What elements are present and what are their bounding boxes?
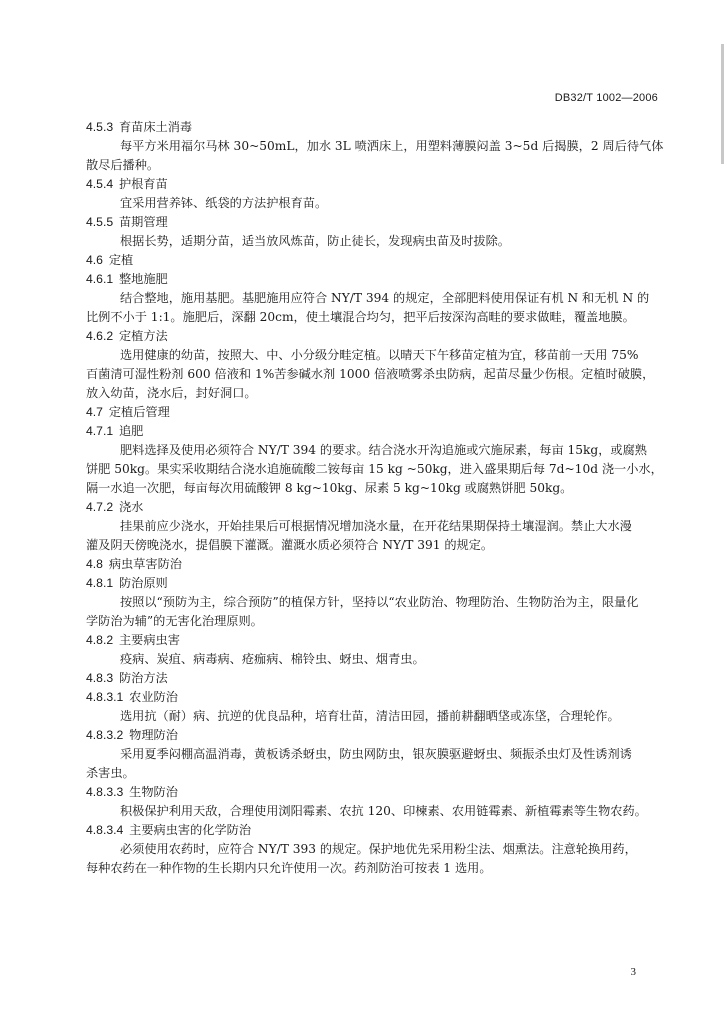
section-title: 定植后管理 [108,405,170,419]
section-heading [86,783,666,802]
paragraph-line: 隔一水追一次肥，每亩每次用硫酸钾 8 kg~10kg、尿素 5 kg~10kg 或腐熟饼肥 50kg。 [86,481,573,495]
paragraph-line: 根据长势，适期分苗，适当放风炼苗，防止徒长，发现病虫苗及时拔除。 [120,234,510,248]
paragraph-line: 疫病、炭疽、病毒病、疮痂病、棉铃虫、蚜虫、烟青虫。 [120,652,425,666]
paragraph-line: 每平方米用福尔马林 30~50mL，加水 3L 喷洒床上，用塑料薄膜闷盖 3~5d 后揭膜，2 周后待气体 [120,139,664,153]
document-body [86,118,666,878]
paragraph-line: 按照以“预防为主，综合预防”的植保方针，坚持以“农业防治、物理防治、生物防治为主，限量化 [120,595,639,609]
section-number: 4.7 [86,405,103,419]
paragraph-line: 放入幼苗，浇水后，封好洞口。 [86,386,257,400]
paragraph-line: 散尽后播种。 [86,158,160,172]
section-heading [86,726,666,745]
section-heading [86,688,666,707]
section-number: 4.8.2 [86,633,114,647]
paragraph-line: 比例不小于 1:1。施肥后，深翻 20cm，使土壤混合均匀，把平后按深沟高畦的要求做畦，覆盖地膜。 [86,310,635,324]
section-heading [86,175,666,194]
paragraph-line: 肥料选择及使用必须符合 NY/T 394 的要求。结合浇水开沟追施或穴施尿素，每亩 15kg，或腐熟 [120,443,647,457]
section-number: 4.8.3.2 [86,728,124,742]
section-number: 4.5.3 [86,120,114,134]
section-title: 主要病虫害 [118,633,180,647]
section-title: 追肥 [118,424,144,438]
section-heading [86,327,666,346]
section-number: 4.6.2 [86,329,114,343]
paragraph-line: 选用健康的幼苗，按照大、中、小分级分畦定植。以晴天下午移苗定植为宜，移苗前一天用 75% [120,348,639,362]
section-title: 主要病虫害的化学防治 [129,823,252,837]
section-number: 4.5.4 [86,177,114,191]
section-heading [86,555,666,574]
section-title: 定植方法 [118,329,168,343]
paragraph-line: 每种农药在一种作物的生长期内只允许使用一次。药剂防治可按表 1 选用。 [86,861,492,875]
section-number: 4.6.1 [86,272,114,286]
section-number: 4.8.1 [86,576,114,590]
section-number: 4.8.3 [86,671,114,685]
section-title: 防治原则 [118,576,168,590]
section-heading [86,270,666,289]
paragraph-line: 灌及阴天傍晚浇水，提倡膜下灌溉。灌溉水质必须符合 NY/T 391 的规定。 [86,538,494,552]
section-number: 4.8 [86,557,103,571]
paragraph-line: 挂果前应少浇水，开始挂果后可根据情况增加浇水量，在开花结果期保持土壤湿润。禁止大水漫 [120,519,632,533]
section-title: 生物防治 [129,785,178,799]
standard-code: DB32/T 1002—2006 [554,92,658,104]
section-heading [86,251,666,270]
paragraph-line: 必须使用农药时，应符合 NY/T 393 的规定。保护地优先采用粉尘法、烟熏法。注意轮换用药， [120,842,637,856]
section-heading [86,213,666,232]
paragraph-line: 百菌清可湿性粉剂 600 倍液和 1%苦参碱水剂 1000 倍液喷雾杀虫防病，起苗尽量少伤根。定植时破膜， [86,367,655,381]
section-heading [86,821,666,840]
page-number: 3 [630,966,636,978]
section-number: 4.5.5 [86,215,114,229]
section-title: 浇水 [118,500,144,514]
section-heading [86,403,666,422]
section-title: 整地施肥 [118,272,168,286]
paragraph-line: 学防治为辅”的无害化治理原则。 [86,614,263,628]
paragraph-line: 积极保护利用天敌，合理使用浏阳霉素、农抗 120、印楝素、农用链霉素、新植霉素等生物农药。 [120,804,647,818]
section-number: 4.7.2 [86,500,114,514]
section-title: 防治方法 [118,671,168,685]
section-title: 病虫草害防治 [108,557,182,571]
section-title: 农业防治 [129,690,178,704]
section-heading [86,422,666,441]
section-heading [86,118,666,137]
section-title: 育苗床土消毒 [118,120,193,134]
section-title: 定植 [108,253,134,267]
section-heading [86,631,666,650]
paragraph-line: 饼肥 50kg。果实采收期结合浇水追施硫酸二铵每亩 15 kg ~50kg，进入盛果期后每 7d~10d 浇一小水， [86,462,663,476]
section-title: 护根育苗 [118,177,168,191]
section-number: 4.6 [86,253,103,267]
section-number: 4.7.1 [86,424,114,438]
section-heading [86,498,666,517]
section-heading [86,669,666,688]
section-number: 4.8.3.3 [86,785,124,799]
paragraph-line: 选用抗（耐）病、抗逆的优良品种，培育壮苗，清洁田园，播前耕翻晒垡或冻垡，合理轮作。 [120,709,620,723]
section-number: 4.8.3.4 [86,823,124,837]
paragraph-line: 宜采用营养钵、纸袋的方法护根育苗。 [120,196,328,210]
section-title: 苗期管理 [118,215,168,229]
section-number: 4.8.3.1 [86,690,124,704]
section-heading [86,574,666,593]
paragraph-line: 采用夏季闷棚高温消毒，黄板诱杀蚜虫，防虫网防虫，银灰膜驱避蚜虫、频振杀虫灯及性诱剂诱 [120,747,632,761]
paragraph-line: 杀害虫。 [86,766,135,780]
paragraph-line: 结合整地，施用基肥。基肥施用应符合 NY/T 394 的规定，全部肥料使用保证有机 N 和无机 N 的 [120,291,650,305]
section-title: 物理防治 [129,728,178,742]
